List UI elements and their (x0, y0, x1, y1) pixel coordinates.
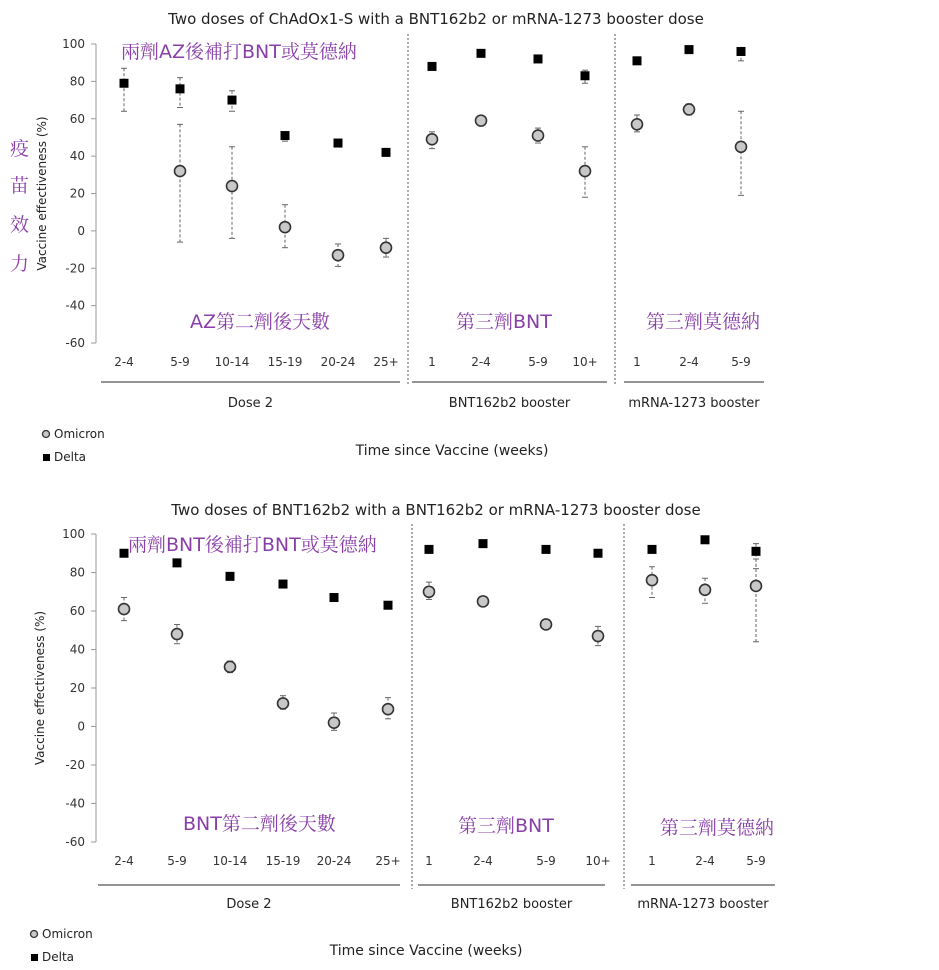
x-tick-label: 1 (428, 355, 436, 369)
omicron-point (736, 141, 747, 152)
x-tick-label: 20-24 (316, 854, 352, 868)
delta-point (120, 79, 129, 88)
delta-point (648, 545, 657, 554)
legend-delta-marker (43, 454, 50, 461)
omicron-point (593, 631, 604, 642)
group-label: mRNA-1273 booster (637, 897, 769, 912)
delta-point (281, 131, 290, 140)
y-tick-label: 20 (69, 681, 85, 695)
x-tick-label: 15-19 (267, 355, 303, 369)
x-axis-label: Time since Vaccine (weeks) (329, 943, 523, 959)
delta-point (228, 96, 237, 105)
x-tick-label: 2-4 (695, 854, 715, 868)
delta-point (581, 71, 590, 80)
legend-omicron-marker (43, 431, 50, 438)
annotation-title: 兩劑BNT後補打BNT或莫德納 (128, 534, 377, 556)
delta-point (542, 545, 551, 554)
legend-delta-marker (31, 954, 38, 961)
omicron-point (172, 629, 183, 640)
x-tick-label: 15-19 (265, 854, 301, 868)
delta-point (479, 539, 488, 548)
annotation-group1: AZ第二劑後天數 (190, 311, 331, 333)
legend-label: Delta (54, 450, 87, 464)
omicron-point (476, 115, 487, 126)
x-tick-label: 10-14 (212, 854, 248, 868)
x-tick-label: 25+ (375, 854, 401, 868)
delta-point (594, 549, 603, 558)
omicron-point (329, 717, 340, 728)
delta-point (737, 47, 746, 56)
x-tick-label: 1 (648, 854, 656, 868)
y-tick-label: 0 (77, 719, 85, 734)
legend-label: Omicron (42, 927, 93, 941)
legend-omicron-marker (31, 931, 38, 938)
y-tick-label: -40 (65, 298, 85, 313)
x-tick-label: 1 (425, 854, 433, 868)
delta-point (382, 148, 391, 157)
group-label: BNT162b2 booster (448, 396, 571, 411)
x-tick-label: 10-14 (214, 355, 250, 369)
legend-label: Delta (42, 950, 75, 964)
x-tick-label: 2-4 (471, 355, 491, 369)
x-tick-label: 2-4 (114, 854, 134, 868)
annotation-group3: 第三劑莫德納 (646, 311, 761, 333)
annotation-group1: BNT第二劑後天數 (183, 813, 336, 835)
x-tick-label: 10+ (572, 355, 598, 369)
delta-point (334, 139, 343, 148)
delta-point (477, 49, 486, 58)
annotation-group2: 第三劑BNT (456, 311, 552, 333)
y-tick-label: 100 (62, 37, 85, 51)
group-label: BNT162b2 booster (450, 897, 573, 912)
delta-point (752, 547, 761, 556)
x-axis-label: Time since Vaccine (weeks) (355, 443, 549, 459)
omicron-point (478, 596, 489, 607)
annotation-yaxis-char: 苗 (10, 175, 30, 197)
omicron-point (632, 119, 643, 130)
omicron-point (381, 242, 392, 253)
y-tick-label: 60 (69, 604, 85, 618)
y-axis-label: Vaccine effectiveness (%) (33, 610, 47, 766)
x-tick-label: 5-9 (170, 355, 190, 369)
x-tick-label: 25+ (373, 355, 399, 369)
omicron-point (278, 698, 289, 709)
chart-title: Two doses of ChAdOx1-S with a BNT162b2 or mRNA-1273 booster dose (168, 10, 704, 28)
annotation-yaxis-char: 疫 (10, 138, 30, 160)
omicron-point (333, 250, 344, 261)
y-tick-label: 80 (69, 74, 85, 89)
x-tick-label: 20-24 (320, 355, 356, 369)
omicron-point (541, 619, 552, 630)
y-tick-label: 40 (69, 149, 85, 164)
delta-point (425, 545, 434, 554)
y-tick-label: 80 (69, 565, 85, 580)
y-tick-label: 20 (69, 186, 85, 201)
omicron-point (424, 586, 435, 597)
y-axis-label: Vaccine effectiveness (%) (35, 116, 49, 271)
chart-title: Two doses of BNT162b2 with a BNT162b2 or mRNA-1273 booster dose (171, 501, 701, 519)
omicron-point (227, 181, 238, 192)
omicron-point (280, 222, 291, 233)
x-tick-label: 5-9 (731, 355, 751, 369)
y-tick-label: 40 (69, 642, 85, 657)
y-tick-label: 0 (77, 223, 85, 238)
annotation-yaxis-char: 效 (10, 214, 30, 236)
y-tick-label: -40 (65, 796, 85, 811)
group-label: Dose 2 (227, 396, 274, 411)
x-tick-label: 1 (633, 355, 641, 369)
delta-point (384, 601, 393, 610)
omicron-point (383, 704, 394, 715)
omicron-point (225, 661, 236, 672)
delta-point (701, 535, 710, 544)
y-tick-label: -20 (65, 758, 85, 772)
y-tick-label: 100 (62, 527, 85, 541)
delta-point (534, 54, 543, 63)
y-tick-label: -20 (65, 261, 85, 276)
x-tick-label: 2-4 (114, 355, 134, 369)
annotation-group3: 第三劑莫德納 (660, 817, 775, 839)
omicron-point (647, 575, 658, 586)
annotation-title: 兩劑AZ後補打BNT或莫德納 (121, 41, 357, 63)
omicron-point (533, 130, 544, 141)
annotation-yaxis-char: 力 (10, 253, 30, 275)
delta-point (226, 572, 235, 581)
omicron-point (427, 134, 438, 145)
chart-bnt162b2-booster (0, 485, 939, 970)
omicron-point (700, 584, 711, 595)
delta-point (173, 558, 182, 567)
x-tick-label: 10+ (585, 854, 611, 868)
y-tick-label: -60 (65, 835, 85, 849)
legend-label: Omicron (54, 427, 105, 441)
delta-point (633, 56, 642, 65)
x-tick-label: 5-9 (746, 854, 766, 868)
x-tick-label: 2-4 (473, 854, 493, 868)
group-label: mRNA-1273 booster (628, 396, 760, 411)
delta-point (428, 62, 437, 71)
omicron-point (119, 604, 130, 615)
x-tick-label: 5-9 (528, 355, 548, 369)
x-tick-label: 5-9 (536, 854, 556, 868)
annotation-group2: 第三劑BNT (458, 815, 554, 837)
y-tick-label: 60 (69, 111, 85, 126)
omicron-point (580, 166, 591, 177)
delta-point (685, 45, 694, 54)
omicron-point (175, 166, 186, 177)
omicron-point (684, 104, 695, 115)
delta-point (279, 580, 288, 589)
omicron-point (751, 580, 762, 591)
delta-point (330, 593, 339, 602)
delta-point (176, 84, 185, 93)
y-tick-label: -60 (65, 336, 85, 350)
x-tick-label: 2-4 (679, 355, 699, 369)
group-label: Dose 2 (226, 897, 272, 912)
x-tick-label: 5-9 (167, 854, 187, 868)
